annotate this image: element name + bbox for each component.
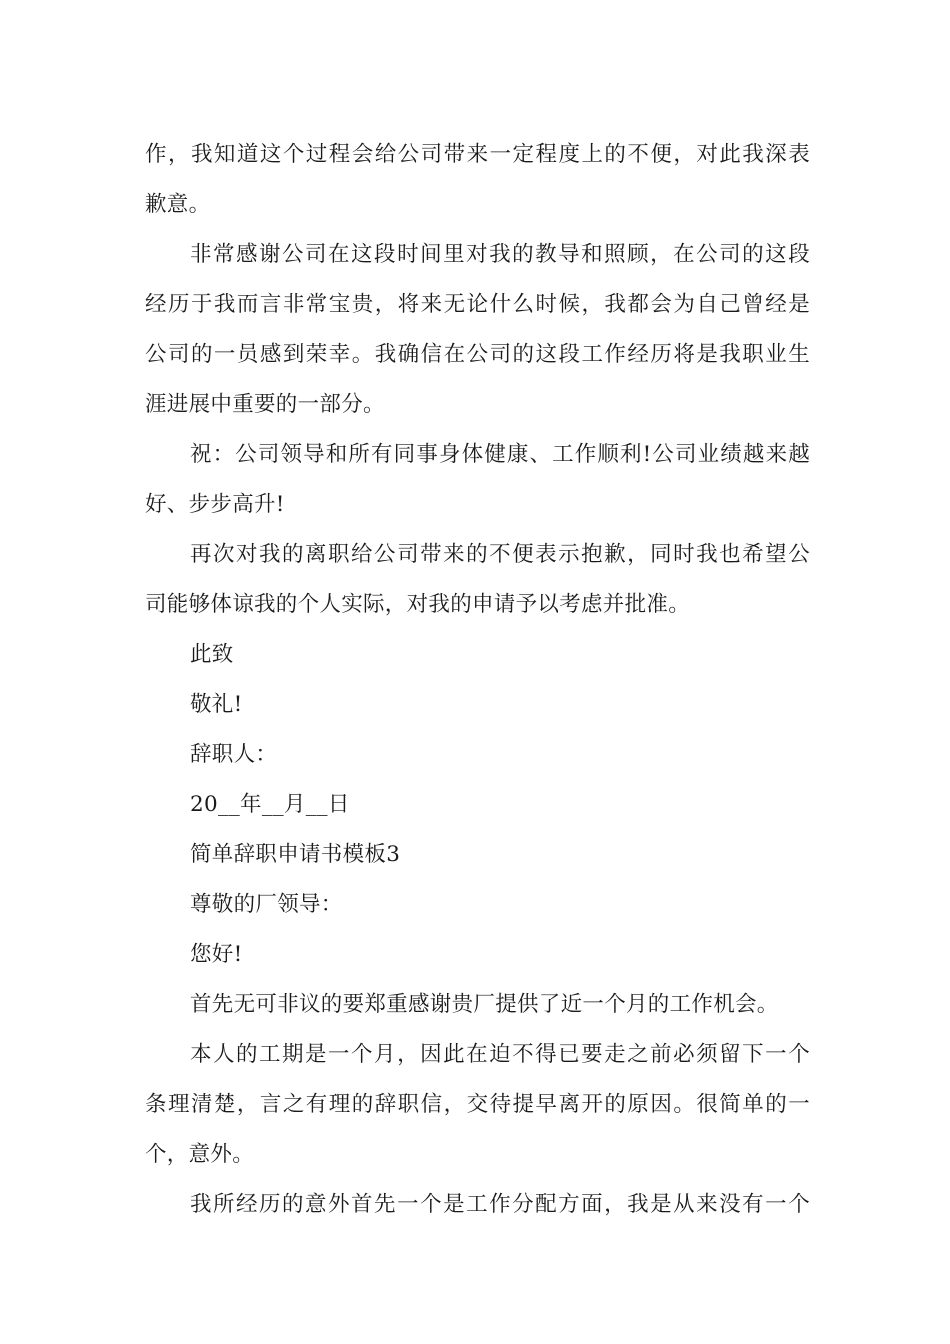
text-line: 作，我知道这个过程会给公司带来一定程度上的不便，对此我深表	[145, 142, 810, 167]
paragraph	[145, 780, 810, 830]
text-line: 好、步步高升!	[145, 492, 285, 517]
text-line: 歉意。	[145, 192, 211, 217]
text-line: 本人的工期是一个月，因此在迫不得已要走之前必须留下一个	[190, 1042, 810, 1067]
text-line: 公司的一员感到荣幸。我确信在公司的这段工作经历将是我职业生	[145, 342, 810, 367]
text-line: 涯进展中重要的一部分。	[145, 392, 385, 417]
paragraph	[145, 730, 810, 780]
text-line: 再次对我的离职给公司带来的不便表示抱歉，同时我也希望公	[190, 542, 810, 567]
paragraph	[145, 130, 810, 230]
paragraph	[145, 930, 810, 980]
text-line: 辞职人：	[190, 742, 278, 767]
paragraph	[145, 1030, 810, 1180]
paragraph	[145, 1180, 810, 1230]
text-line: 我所经历的意外首先一个是工作分配方面，我是从来没有一个	[190, 1192, 810, 1217]
paragraph	[145, 530, 810, 630]
paragraph	[145, 980, 810, 1030]
paragraph	[145, 230, 810, 430]
text-line: 敬礼!	[190, 692, 243, 717]
text-line: 祝：公司领导和所有同事身体健康、工作顺利!公司业绩越来越	[190, 442, 810, 467]
paragraph	[145, 630, 810, 680]
text-line: 20__年__月__日	[190, 792, 350, 817]
text-line: 非常感谢公司在这段时间里对我的教导和照顾，在公司的这段	[190, 242, 810, 267]
text-line: 司能够体谅我的个人实际，对我的申请予以考虑并批准。	[145, 592, 691, 617]
document-body	[145, 130, 810, 1230]
text-line: 条理清楚，言之有理的辞职信，交待提早离开的原因。很简单的一	[145, 1092, 810, 1117]
text-line: 尊敬的厂领导：	[190, 892, 343, 917]
text-line: 经历于我而言非常宝贵，将来无论什么时候，我都会为自己曾经是	[145, 292, 810, 317]
text-line: 首先无可非议的要郑重感谢贵厂提供了近一个月的工作机会。	[190, 992, 779, 1017]
text-line: 此致	[190, 642, 234, 667]
text-line: 您好!	[190, 942, 243, 967]
paragraph	[145, 830, 810, 880]
paragraph	[145, 680, 810, 730]
text-line: 简单辞职申请书模板3	[190, 842, 401, 867]
paragraph	[145, 880, 810, 930]
paragraph	[145, 430, 810, 530]
text-line: 个，意外。	[145, 1142, 255, 1167]
